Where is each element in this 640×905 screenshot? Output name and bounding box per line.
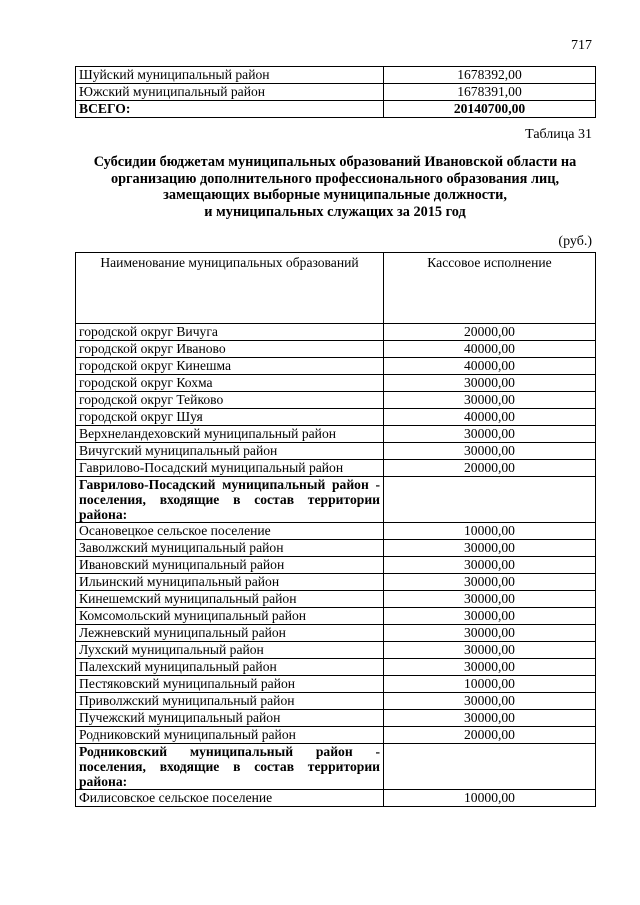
row-amount: 40000,00 bbox=[384, 409, 596, 426]
table-row bbox=[76, 409, 596, 426]
table-row bbox=[76, 443, 596, 460]
row-name: Южский муниципальный район bbox=[76, 84, 384, 101]
row-name: городской округ Иваново bbox=[76, 341, 384, 358]
row-amount: 30000,00 bbox=[384, 443, 596, 460]
table-row bbox=[76, 608, 596, 625]
row-amount: 40000,00 bbox=[384, 358, 596, 375]
table-row bbox=[76, 710, 596, 727]
header-row bbox=[76, 253, 596, 324]
title-line: организацию дополнительного профессионального образования лиц, bbox=[110, 170, 560, 187]
table-row bbox=[76, 557, 596, 574]
row-name: Лежневский муниципальный район bbox=[76, 625, 384, 642]
row-name: Ильинский муниципальный район bbox=[76, 574, 384, 591]
table-row bbox=[76, 324, 596, 341]
row-amount: 20000,00 bbox=[384, 460, 596, 477]
row-amount: 30000,00 bbox=[384, 625, 596, 642]
title-line: и муниципальных служащих за 2015 год bbox=[204, 203, 466, 220]
row-name: городской округ Кинешма bbox=[76, 358, 384, 375]
title-line: Субсидии бюджетам муниципальных образований Ивановской области на bbox=[93, 154, 577, 170]
table-row bbox=[76, 523, 596, 540]
table-row bbox=[76, 375, 596, 392]
table-row bbox=[76, 67, 596, 84]
row-name: Пестяковский муниципальный район bbox=[76, 676, 384, 693]
row-amount: 30000,00 bbox=[384, 710, 596, 727]
row-name: Верхнеландеховский муниципальный район bbox=[76, 426, 384, 443]
table-row bbox=[76, 790, 596, 807]
table-row bbox=[76, 426, 596, 443]
row-name: Ивановский муниципальный район bbox=[76, 557, 384, 574]
row-amount: 30000,00 bbox=[384, 608, 596, 625]
table-row bbox=[76, 540, 596, 557]
row-name: Приволжский муниципальный район bbox=[76, 693, 384, 710]
title-line: замещающих выборные муниципальные должности, bbox=[163, 187, 507, 203]
row-amount: 20000,00 bbox=[384, 324, 596, 341]
table-body bbox=[76, 324, 596, 807]
column-header-name: Наименование муниципальных образований bbox=[76, 253, 384, 324]
row-name: Лухский муниципальный район bbox=[76, 642, 384, 659]
table-row bbox=[76, 358, 596, 375]
row-amount: 30000,00 bbox=[384, 375, 596, 392]
currency-unit: (руб.) bbox=[558, 234, 592, 249]
table-row bbox=[76, 392, 596, 409]
table-row bbox=[76, 659, 596, 676]
previous-table-continuation bbox=[75, 66, 596, 118]
row-amount: 30000,00 bbox=[384, 557, 596, 574]
row-amount: 30000,00 bbox=[384, 540, 596, 557]
table-row bbox=[76, 460, 596, 477]
group-row bbox=[76, 744, 596, 790]
row-amount bbox=[384, 744, 596, 790]
row-name: городской округ Вичуга bbox=[76, 324, 384, 341]
page-number: 717 bbox=[571, 38, 592, 53]
group-heading: Родниковский муниципальный район - поселения, входящие в состав территории района: bbox=[76, 744, 384, 790]
row-name: Вичугский муниципальный район bbox=[76, 443, 384, 460]
row-name: Осановецкое сельское поселение bbox=[76, 523, 384, 540]
group-row bbox=[76, 477, 596, 523]
table-row bbox=[76, 84, 596, 101]
table-row bbox=[76, 727, 596, 744]
total-row bbox=[76, 101, 596, 118]
row-name: Кинешемский муниципальный район bbox=[76, 591, 384, 608]
row-name: городской округ Шуя bbox=[76, 409, 384, 426]
row-amount: 30000,00 bbox=[384, 659, 596, 676]
table-row bbox=[76, 693, 596, 710]
table-row bbox=[76, 574, 596, 591]
table-row bbox=[76, 625, 596, 642]
row-amount: 30000,00 bbox=[384, 642, 596, 659]
column-header-amount: Кассовое исполнение bbox=[384, 253, 596, 324]
row-name: Гаврилово-Посадский муниципальный район bbox=[76, 460, 384, 477]
group-heading: Гаврилово-Посадский муниципальный район - поселения, входящие в состав территории района: bbox=[76, 477, 384, 523]
row-amount: 30000,00 bbox=[384, 426, 596, 443]
row-amount: 40000,00 bbox=[384, 341, 596, 358]
row-amount: 20000,00 bbox=[384, 727, 596, 744]
subsidy-table bbox=[75, 252, 596, 807]
row-name: Заволжский муниципальный район bbox=[76, 540, 384, 557]
document-title bbox=[75, 154, 595, 220]
row-name: Пучежский муниципальный район bbox=[76, 710, 384, 727]
total-label: ВСЕГО: bbox=[76, 101, 384, 118]
row-amount: 30000,00 bbox=[384, 693, 596, 710]
row-amount bbox=[384, 477, 596, 523]
row-amount: 30000,00 bbox=[384, 392, 596, 409]
total-amount: 20140700,00 bbox=[384, 101, 596, 118]
table-row bbox=[76, 341, 596, 358]
row-amount: 30000,00 bbox=[384, 591, 596, 608]
row-name: городской округ Тейково bbox=[76, 392, 384, 409]
row-amount: 10000,00 bbox=[384, 790, 596, 807]
row-name: городской округ Кохма bbox=[76, 375, 384, 392]
table-row bbox=[76, 591, 596, 608]
row-name: Палехский муниципальный район bbox=[76, 659, 384, 676]
row-amount: 1678391,00 bbox=[384, 84, 596, 101]
row-amount: 1678392,00 bbox=[384, 67, 596, 84]
table-row bbox=[76, 676, 596, 693]
row-amount: 30000,00 bbox=[384, 574, 596, 591]
row-name: Филисовское сельское поселение bbox=[76, 790, 384, 807]
row-name: Комсомольский муниципальный район bbox=[76, 608, 384, 625]
table-row bbox=[76, 642, 596, 659]
row-name: Шуйский муниципальный район bbox=[76, 67, 384, 84]
row-name: Родниковский муниципальный район bbox=[76, 727, 384, 744]
table-number: Таблица 31 bbox=[525, 127, 592, 142]
row-amount: 10000,00 bbox=[384, 523, 596, 540]
row-amount: 10000,00 bbox=[384, 676, 596, 693]
